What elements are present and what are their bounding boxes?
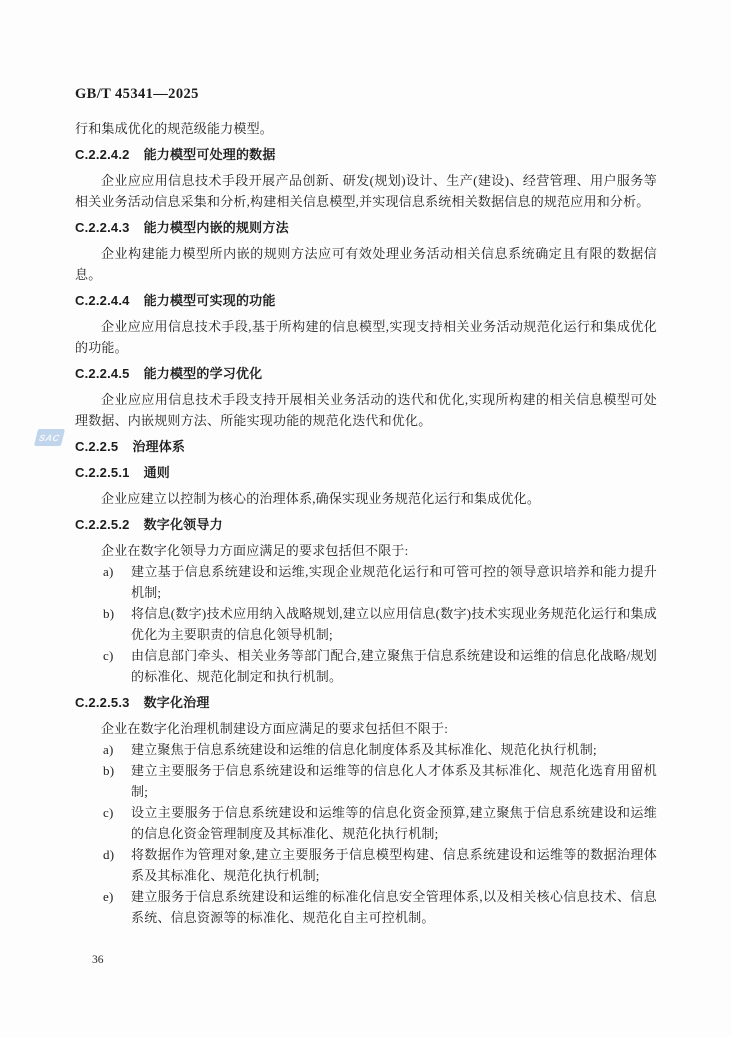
clause-list: [75, 561, 657, 687]
section-heading: [75, 144, 657, 165]
list-item: [75, 603, 657, 645]
section-title: 能力模型可实现的功能: [143, 293, 276, 308]
section-title: 数字化治理: [143, 695, 210, 710]
list-item-text: 设立主要服务于信息系统建设和运维等的信息化资金预算,建立聚焦于信息系统建设和运维的信息化资金管理制度及其标准化、规范化执行机制;: [131, 805, 657, 841]
paragraph: 企业在数字化治理机制建设方面应满足的要求包括但不限于:: [101, 721, 449, 736]
paragraph: 企业应应用信息技术手段开展产品创新、研发(规划)设计、生产(建设)、经营管理、用户服务等相关业务活动信息采集和分析,构建相关信息模型,并实现信息系统相关数据信息的规范应用和分析。: [75, 173, 657, 209]
section-number: C.2.2.4.4: [75, 293, 130, 308]
list-item-text: 将数据作为管理对象,建立主要服务于信息模型构建、信息系统建设和运维等的数据治理体系及其标准化、规范化执行机制;: [131, 847, 657, 883]
section-number: C.2.2.5.2: [75, 517, 130, 532]
list-item: [75, 561, 657, 603]
section-number: C.2.2.5.3: [75, 695, 130, 710]
section-heading: [75, 462, 657, 483]
list-item-text: 由信息部门牵头、相关业务等部门配合,建立聚焦于信息系统建设和运维的信息化战略/规划的标准化、规范化制定和执行机制。: [131, 648, 657, 684]
section-title: 能力模型的学习优化: [143, 366, 263, 381]
section-heading: [75, 290, 657, 311]
list-item-text: 建立主要服务于信息系统建设和运维等的信息化人才体系及其标准化、规范化选育用留机制;: [131, 763, 657, 799]
section-number: C.2.2.4.2: [75, 147, 130, 162]
section-number: C.2.2.4.3: [75, 220, 130, 235]
section-number: C.2.2.5: [75, 439, 119, 454]
list-item-text: 建立聚焦于信息系统建设和运维的信息化制度体系及其标准化、规范化执行机制;: [131, 742, 597, 757]
list-item-label: b): [103, 763, 115, 778]
list-item: [75, 760, 657, 802]
list-item: [75, 886, 657, 928]
list-item-label: a): [103, 742, 114, 757]
list-item: [75, 802, 657, 844]
list-item-label: a): [103, 564, 114, 579]
section-heading: [75, 514, 657, 535]
paragraph: 企业应建立以控制为核心的治理体系,确保实现业务规范化运行和集成优化。: [101, 491, 541, 506]
section-heading: [75, 363, 657, 384]
section-number: C.2.2.4.5: [75, 366, 130, 381]
section-title: 治理体系: [132, 439, 186, 454]
list-item: [75, 739, 657, 760]
clause-list: [75, 739, 657, 928]
section-title: 能力模型可处理的数据: [143, 147, 276, 162]
paragraph: 企业应应用信息技术手段支持开展相关业务活动的迭代和优化,实现所构建的相关信息模型可处理数据、内嵌规则方法、所能实现功能的规范化迭代和优化。: [75, 392, 657, 428]
continuation-paragraph: 行和集成优化的规范级能力模型。: [75, 121, 274, 136]
doc-code: GB/T 45341—2025: [75, 86, 199, 102]
page-number: 36: [92, 954, 104, 966]
list-item-label: e): [103, 889, 114, 904]
section-heading: [75, 217, 657, 238]
document-content: [75, 84, 657, 928]
list-item-label: b): [103, 606, 115, 621]
section-number: C.2.2.5.1: [75, 465, 130, 480]
section-title: 能力模型内嵌的规则方法: [143, 220, 289, 235]
paragraph: 企业应应用信息技术手段,基于所构建的信息模型,实现支持相关业务活动规范化运行和集成优化的功能。: [75, 319, 657, 355]
list-item-label: c): [103, 648, 114, 663]
paragraph: 企业构建能力模型所内嵌的规则方法应可有效处理业务活动相关信息系统确定且有限的数据信息。: [75, 246, 657, 282]
section-heading: [75, 436, 657, 457]
list-item-text: 将信息(数字)技术应用纳入战略规划,建立以应用信息(数字)技术实现业务规范化运行和集成优化为主要职责的信息化领导机制;: [131, 606, 657, 642]
paragraph: 企业在数字化领导力方面应满足的要求包括但不限于:: [101, 543, 409, 558]
section-heading: [75, 692, 657, 713]
list-item-label: d): [103, 847, 115, 862]
section-title: 数字化领导力: [143, 517, 223, 532]
list-item: [75, 844, 657, 886]
section-title: 通则: [143, 465, 170, 480]
sac-watermark-label: SAC: [37, 432, 61, 443]
list-item-text: 建立服务于信息系统建设和运维的标准化信息安全管理体系,以及相关核心信息技术、信息系统、信息资源等的标准化、规范化自主可控机制。: [131, 889, 657, 925]
sac-watermark: [34, 429, 65, 446]
list-item-label: c): [103, 805, 114, 820]
list-item-text: 建立基于信息系统建设和运维,实现企业规范化运行和可管可控的领导意识培养和能力提升机制;: [131, 564, 657, 600]
list-item: [75, 645, 657, 687]
